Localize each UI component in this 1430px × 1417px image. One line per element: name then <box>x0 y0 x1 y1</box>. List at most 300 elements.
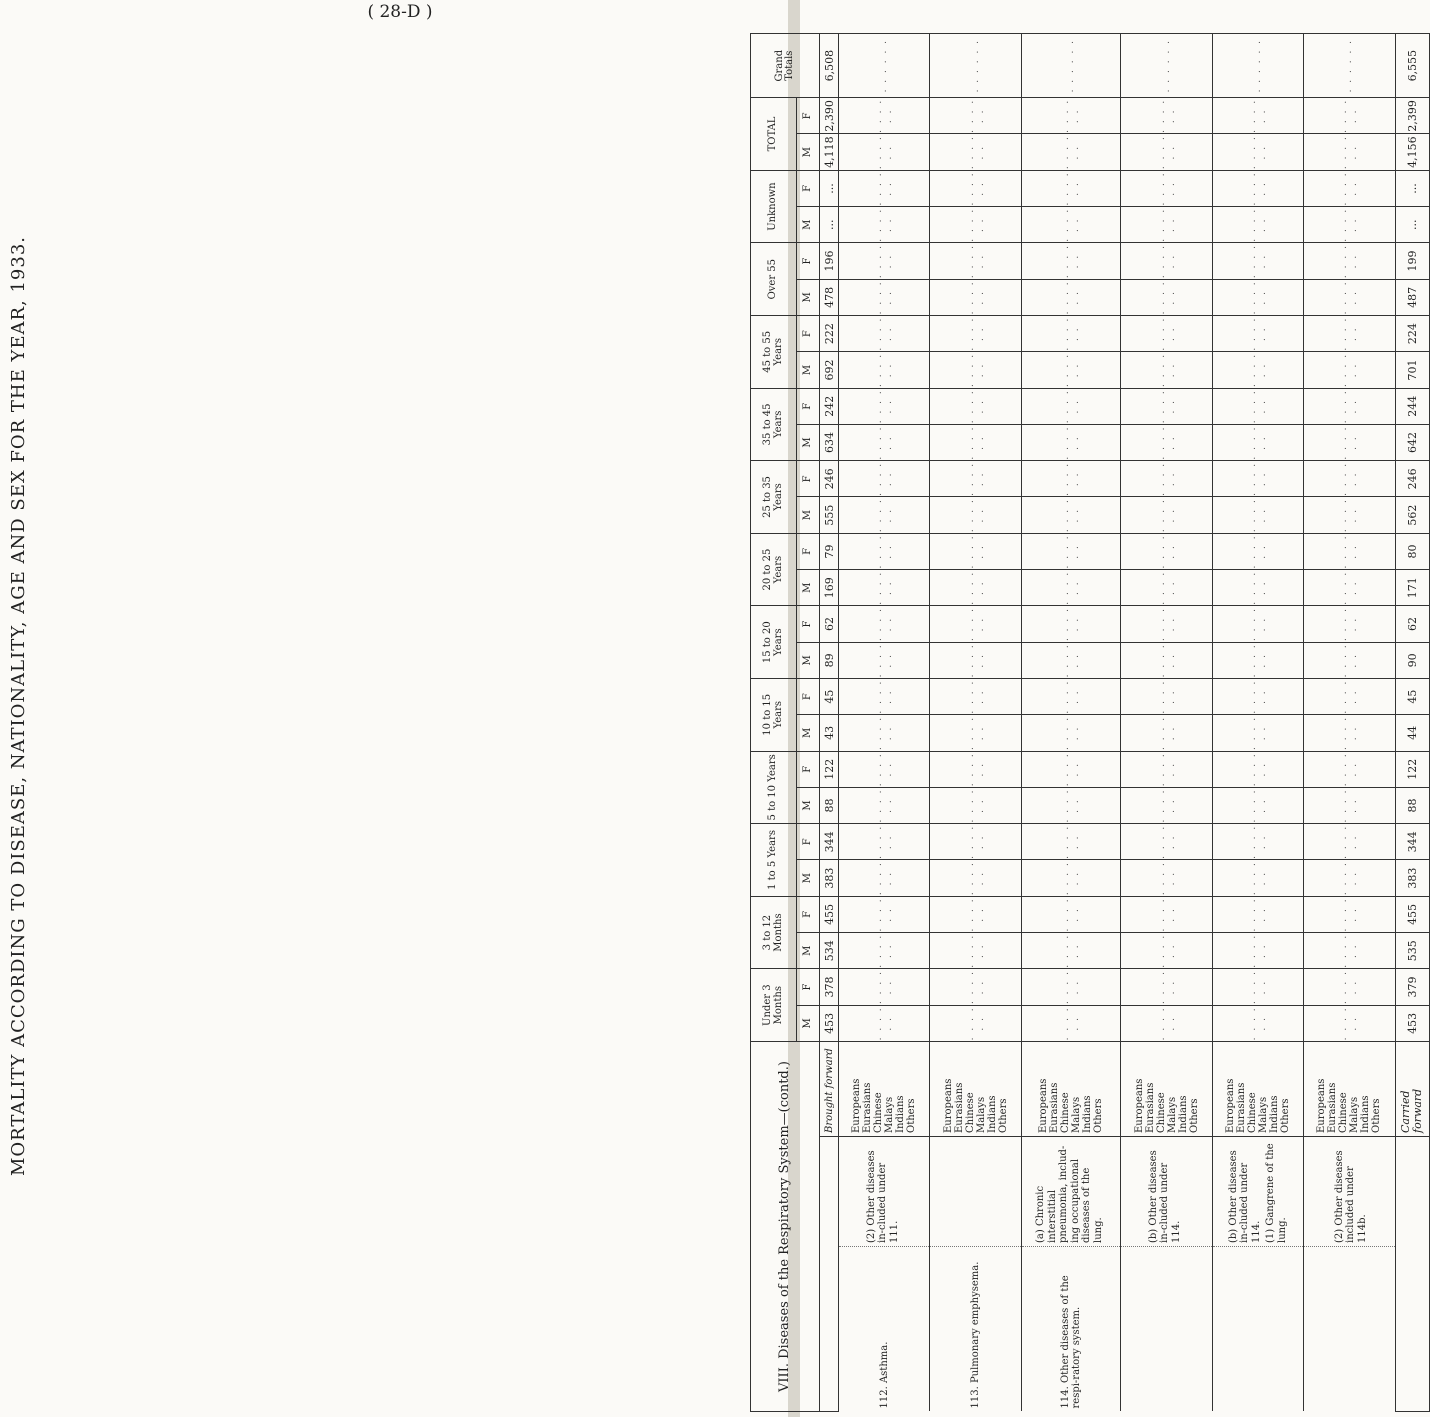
data-cell-empty: . . . . . . <box>1304 134 1395 170</box>
disease-label <box>1212 1247 1303 1412</box>
nationality-item: Malays <box>884 1096 896 1133</box>
nationality-item: Europeans <box>851 1078 863 1133</box>
brought-forward-value: 555 <box>820 497 839 533</box>
data-cell-empty: . . . . . . <box>1021 243 1121 279</box>
nationality-item: Indians <box>895 1095 907 1133</box>
age-header-11: Unknown <box>751 170 797 243</box>
data-cell-empty: . . . . . . <box>1021 860 1121 896</box>
data-cell-empty: . . . . . . <box>1021 207 1121 243</box>
female-subheader-3: F <box>797 751 820 787</box>
data-cell-empty: . . . . . . <box>1121 170 1212 206</box>
subcategory-secondary: (1) Gangrene of the lung. <box>1265 1143 1288 1243</box>
data-cell-empty: . . . . . . <box>839 352 930 388</box>
age-header-4: 10 to 15 Years <box>751 678 797 751</box>
data-cell-empty: . . . . . . <box>1121 352 1212 388</box>
female-subheader-5: F <box>797 606 820 642</box>
subcategory-label <box>1021 1137 1121 1247</box>
subcategory-primary: (2) Other diseases in-cluded under 111. <box>865 1150 900 1243</box>
data-cell-empty: . . . . . . <box>930 606 1021 642</box>
data-cell-empty: . . . . . . <box>1121 316 1212 352</box>
brought-forward-value: 43 <box>820 715 839 751</box>
data-cell-empty: . . . . . . <box>1121 642 1212 678</box>
nationality-item: Europeans <box>1133 1078 1145 1133</box>
brought-forward-label: Brought forward <box>820 1041 839 1136</box>
data-cell-empty: . . . . . . <box>1212 34 1303 98</box>
data-cell-empty: . . . . . . <box>839 424 930 460</box>
data-cell-empty: . . . . . . <box>930 533 1021 569</box>
subcategory-label <box>1212 1137 1303 1247</box>
data-cell-empty: . . . . . . <box>1304 243 1395 279</box>
data-cell-empty: . . . . . . <box>1212 606 1303 642</box>
disease-label: 113. Pulmonary emphysema. <box>930 1247 1021 1412</box>
data-cell-empty: . . . . . . <box>930 715 1021 751</box>
data-cell-empty: . . . . . . <box>1212 243 1303 279</box>
data-cell-empty: . . . . . . <box>1212 170 1303 206</box>
grand-totals-header: Grand Totals <box>751 34 820 98</box>
data-cell-empty: . . . . . . <box>1121 461 1212 497</box>
mortality-table <box>750 33 1430 1412</box>
carried-forward-value: 45 <box>1395 678 1429 714</box>
nationality-item: Eurasians <box>1327 1082 1339 1133</box>
data-cell-empty: . . . . . . <box>839 824 930 860</box>
data-cell-empty: . . . . . . <box>839 170 930 206</box>
nationality-item: Malays <box>1258 1096 1270 1133</box>
data-cell-empty: . . . . . . <box>1304 316 1395 352</box>
brought-forward-value: 79 <box>820 533 839 569</box>
brought-forward-value: 4,118 <box>820 134 839 170</box>
data-cell-empty: . . . . . . <box>1304 1005 1395 1041</box>
brought-forward-value: 6,508 <box>820 34 839 98</box>
data-cell-empty: . . . . . . <box>1121 424 1212 460</box>
male-subheader-1: M <box>797 933 820 969</box>
female-subheader-7: F <box>797 461 820 497</box>
data-cell-empty: . . . . . . <box>1021 34 1121 98</box>
subcategory-secondary: (2) Other diseases included under 114b. <box>1333 1150 1368 1243</box>
data-cell-empty: . . . . . . <box>930 969 1021 1005</box>
data-cell-empty: . . . . . . <box>839 570 930 606</box>
nationality-item: Europeans <box>1038 1078 1050 1133</box>
subcategory-label <box>839 1137 930 1247</box>
page-title: MORTALITY ACCORDING TO DISEASE, NATIONALITY, AGE AND SEX FOR THE YEAR, 1933. <box>8 235 29 1177</box>
data-cell-empty: . . . . . . <box>930 678 1021 714</box>
brought-forward-value: ... <box>820 170 839 206</box>
data-cell-empty: . . . . . . <box>1212 570 1303 606</box>
data-cell-empty: . . . . . . <box>930 824 1021 860</box>
data-cell-empty: . . . . . . <box>1304 933 1395 969</box>
data-cell-empty: . . . . . . <box>930 896 1021 932</box>
carried-forward-spacer <box>1395 1137 1429 1412</box>
brought-forward-value: 62 <box>820 606 839 642</box>
carried-forward-value: 6,555 <box>1395 34 1429 98</box>
brought-forward-value: 383 <box>820 860 839 896</box>
nationality-list <box>839 1041 930 1136</box>
disease-block-row <box>1304 34 1395 1412</box>
nationality-list <box>1304 1041 1395 1136</box>
data-cell-empty: . . . . . . <box>1304 279 1395 315</box>
brought-forward-value: 196 <box>820 243 839 279</box>
female-subheader-4: F <box>797 678 820 714</box>
data-cell-empty: . . . . . . <box>1021 933 1121 969</box>
nationality-item: Eurasians <box>862 1082 874 1133</box>
nationality-list <box>1121 1041 1212 1136</box>
data-cell-empty: . . . . . . <box>1121 279 1212 315</box>
disease-block-row <box>1021 34 1121 1412</box>
data-cell-empty: . . . . . . <box>1021 170 1121 206</box>
disease-label: 114. Other diseases of the respi-ratory system. <box>1021 1247 1121 1412</box>
data-cell-empty: . . . . . . <box>839 497 930 533</box>
data-cell-empty: . . . . . . <box>839 134 930 170</box>
nationality-item: Chinese <box>1338 1092 1350 1133</box>
brought-forward-value: 222 <box>820 316 839 352</box>
carried-forward-value: 224 <box>1395 316 1429 352</box>
nationality-item: Others <box>1188 1098 1200 1133</box>
data-cell-empty: . . . . . . <box>1121 933 1212 969</box>
brought-forward-value: 453 <box>820 1005 839 1041</box>
nationality-item: Indians <box>1360 1095 1372 1133</box>
data-cell-empty: . . . . . . <box>839 642 930 678</box>
disease-block-row <box>930 34 1021 1412</box>
data-cell-empty: . . . . . . <box>1021 824 1121 860</box>
data-cell-empty: . . . . . . <box>1212 715 1303 751</box>
carried-forward-value: 90 <box>1395 642 1429 678</box>
data-cell-empty: . . . . . . <box>930 751 1021 787</box>
brought-forward-value: 88 <box>820 787 839 823</box>
data-cell-empty: . . . . . . <box>1212 824 1303 860</box>
disease-block-row <box>839 34 930 1412</box>
brought-forward-value: 534 <box>820 933 839 969</box>
data-cell-empty: . . . . . . <box>1021 606 1121 642</box>
data-cell-empty: . . . . . . <box>1212 642 1303 678</box>
data-cell-empty: . . . . . . <box>1304 388 1395 424</box>
disease-label <box>1304 1247 1395 1412</box>
data-cell-empty: . . . . . . <box>930 316 1021 352</box>
nationality-item: Others <box>1093 1098 1105 1133</box>
data-cell-empty: . . . . . . <box>839 787 930 823</box>
data-cell-empty: . . . . . . <box>930 860 1021 896</box>
data-cell-empty: . . . . . . <box>839 751 930 787</box>
data-cell-empty: . . . . . . <box>1121 678 1212 714</box>
data-cell-empty: . . . . . . <box>839 243 930 279</box>
nationality-item: Others <box>1371 1098 1383 1133</box>
age-header-0: Under 3 Months <box>751 969 797 1042</box>
subcategory-primary: (b) Other diseases in-cluded under 114. <box>1147 1150 1182 1243</box>
carried-forward-value: 80 <box>1395 533 1429 569</box>
data-cell-empty: . . . . . . <box>1121 34 1212 98</box>
data-cell-empty: . . . . . . <box>930 497 1021 533</box>
data-cell-empty: . . . . . . <box>1304 678 1395 714</box>
subcategory-primary: (a) Chronic interstitial pneumonia, includ-ing occupational diseases of the lung. <box>1035 1145 1104 1243</box>
male-subheader-4: M <box>797 715 820 751</box>
female-subheader-6: F <box>797 533 820 569</box>
data-cell-empty: . . . . . . <box>1212 533 1303 569</box>
brought-forward-value: 344 <box>820 824 839 860</box>
carried-forward-value: 453 <box>1395 1005 1429 1041</box>
female-subheader-12: F <box>797 98 820 134</box>
age-header-10: Over 55 <box>751 243 797 316</box>
nationality-item: Indians <box>1269 1095 1281 1133</box>
data-cell-empty: . . . . . . <box>1212 751 1303 787</box>
data-cell-empty: . . . . . . <box>1304 860 1395 896</box>
nationality-item: Indians <box>1177 1095 1189 1133</box>
data-cell-empty: . . . . . . <box>930 461 1021 497</box>
data-cell-empty: . . . . . . <box>1304 824 1395 860</box>
data-cell-empty: . . . . . . <box>1212 933 1303 969</box>
subcategory-primary: (b) Other diseases in-cluded under 114. <box>1227 1150 1262 1243</box>
data-cell-empty: . . . . . . <box>1121 98 1212 134</box>
age-header-9: 45 to 55 Years <box>751 316 797 389</box>
data-cell-empty: . . . . . . <box>1212 316 1303 352</box>
age-header-1: 3 to 12 Months <box>751 896 797 969</box>
data-cell-empty: . . . . . . <box>930 642 1021 678</box>
disease-label: 112. Asthma. <box>839 1247 930 1412</box>
age-header-6: 20 to 25 Years <box>751 533 797 606</box>
nationality-item: Malays <box>1349 1096 1361 1133</box>
data-cell-empty: . . . . . . <box>1304 207 1395 243</box>
data-cell-empty: . . . . . . <box>839 933 930 969</box>
data-cell-empty: . . . . . . <box>1304 98 1395 134</box>
data-cell-empty: . . . . . . <box>839 316 930 352</box>
subcategory-label <box>1121 1137 1212 1247</box>
age-header-2: 1 to 5 Years <box>751 824 797 897</box>
data-cell-empty: . . . . . . <box>1304 642 1395 678</box>
brought-forward-value: 122 <box>820 751 839 787</box>
data-cell-empty: . . . . . . <box>1121 606 1212 642</box>
data-cell-empty: . . . . . . <box>1021 279 1121 315</box>
carried-forward-label: Carried forward <box>1395 1041 1429 1136</box>
carried-forward-value: 2,399 <box>1395 98 1429 134</box>
data-cell-empty: . . . . . . <box>839 279 930 315</box>
nationality-list <box>1212 1041 1303 1136</box>
data-cell-empty: . . . . . . <box>839 896 930 932</box>
data-cell-empty: . . . . . . <box>930 352 1021 388</box>
brought-forward-spacer <box>820 1137 839 1412</box>
carried-forward-value: 455 <box>1395 896 1429 932</box>
age-header-7: 25 to 35 Years <box>751 461 797 534</box>
male-subheader-12: M <box>797 134 820 170</box>
nationality-item: Europeans <box>1316 1078 1328 1133</box>
data-cell-empty: . . . . . . <box>1021 642 1121 678</box>
nationality-item: Indians <box>986 1095 998 1133</box>
data-cell-empty: . . . . . . <box>839 860 930 896</box>
data-cell-empty: . . . . . . <box>839 1005 930 1041</box>
female-subheader-10: F <box>797 243 820 279</box>
data-cell-empty: . . . . . . <box>1304 751 1395 787</box>
carried-forward-value: 562 <box>1395 497 1429 533</box>
male-subheader-7: M <box>797 497 820 533</box>
data-cell-empty: . . . . . . <box>1021 352 1121 388</box>
data-cell-empty: . . . . . . <box>1212 497 1303 533</box>
data-cell-empty: . . . . . . <box>839 98 930 134</box>
brought-forward-value: 2,390 <box>820 98 839 134</box>
data-cell-empty: . . . . . . <box>1021 678 1121 714</box>
nationality-item: Eurasians <box>953 1082 965 1133</box>
brought-forward-value: 478 <box>820 279 839 315</box>
nationality-item: Chinese <box>873 1092 885 1133</box>
data-cell-empty: . . . . . . <box>1304 497 1395 533</box>
data-cell-empty: . . . . . . <box>930 98 1021 134</box>
nationality-item: Chinese <box>1060 1092 1072 1133</box>
data-cell-empty: . . . . . . <box>1212 461 1303 497</box>
brought-forward-value: 378 <box>820 969 839 1005</box>
data-cell-empty: . . . . . . <box>1121 207 1212 243</box>
section-title: VIII. Diseases of the Respiratory System—(contd.) <box>751 1041 820 1411</box>
page-number: ( 28-D ) <box>367 2 433 22</box>
data-cell-empty: . . . . . . <box>1121 860 1212 896</box>
carried-forward-value: 487 <box>1395 279 1429 315</box>
data-cell-empty: . . . . . . <box>1304 715 1395 751</box>
data-cell-empty: . . . . . . <box>1212 134 1303 170</box>
carried-forward-row <box>1395 34 1429 1412</box>
subcategory-label <box>1304 1137 1395 1247</box>
brought-forward-value: ... <box>820 207 839 243</box>
nationality-list <box>930 1041 1021 1136</box>
age-header-5: 15 to 20 Years <box>751 606 797 679</box>
nationality-item: Chinese <box>1155 1092 1167 1133</box>
male-subheader-11: M <box>797 207 820 243</box>
female-subheader-8: F <box>797 388 820 424</box>
data-cell-empty: . . . . . . <box>1304 424 1395 460</box>
carried-forward-value: ... <box>1395 170 1429 206</box>
data-cell-empty: . . . . . . <box>1304 570 1395 606</box>
data-cell-empty: . . . . . . <box>1304 533 1395 569</box>
carried-forward-value: 88 <box>1395 787 1429 823</box>
data-cell-empty: . . . . . . <box>1304 606 1395 642</box>
data-cell-empty: . . . . . . <box>1021 533 1121 569</box>
nationality-item: Eurasians <box>1144 1082 1156 1133</box>
male-subheader-2: M <box>797 860 820 896</box>
brought-forward-value: 455 <box>820 896 839 932</box>
data-cell-empty: . . . . . . <box>930 424 1021 460</box>
female-subheader-2: F <box>797 824 820 860</box>
data-cell-empty: . . . . . . <box>839 533 930 569</box>
data-cell-empty: . . . . . . <box>930 787 1021 823</box>
data-cell-empty: . . . . . . <box>839 461 930 497</box>
carried-forward-value: ... <box>1395 207 1429 243</box>
carried-forward-value: 62 <box>1395 606 1429 642</box>
carried-forward-value: 171 <box>1395 570 1429 606</box>
age-header-8: 35 to 45 Years <box>751 388 797 461</box>
male-subheader-9: M <box>797 352 820 388</box>
data-cell-empty: . . . . . . <box>1212 860 1303 896</box>
data-cell-empty: . . . . . . <box>839 34 930 98</box>
data-cell-empty: . . . . . . <box>1121 388 1212 424</box>
brought-forward-value: 89 <box>820 642 839 678</box>
data-cell-empty: . . . . . . <box>1304 461 1395 497</box>
carried-forward-value: 246 <box>1395 461 1429 497</box>
brought-forward-value: 246 <box>820 461 839 497</box>
male-subheader-8: M <box>797 424 820 460</box>
data-cell-empty: . . . . . . <box>930 570 1021 606</box>
data-cell-empty: . . . . . . <box>839 715 930 751</box>
female-subheader-1: F <box>797 896 820 932</box>
subcategory-label <box>930 1137 1021 1247</box>
data-cell-empty: . . . . . . <box>930 134 1021 170</box>
carried-forward-value: 383 <box>1395 860 1429 896</box>
data-cell-empty: . . . . . . <box>930 1005 1021 1041</box>
data-cell-empty: . . . . . . <box>1304 787 1395 823</box>
data-cell-empty: . . . . . . <box>1021 751 1121 787</box>
data-cell-empty: . . . . . . <box>1021 969 1121 1005</box>
data-cell-empty: . . . . . . <box>1212 1005 1303 1041</box>
data-cell-empty: . . . . . . <box>1021 424 1121 460</box>
data-cell-empty: . . . . . . <box>1212 678 1303 714</box>
carried-forward-value: 4,156 <box>1395 134 1429 170</box>
data-cell-empty: . . . . . . <box>1212 388 1303 424</box>
data-cell-empty: . . . . . . <box>930 207 1021 243</box>
data-cell-empty: . . . . . . <box>1121 533 1212 569</box>
disease-label <box>1121 1247 1212 1412</box>
nationality-item: Europeans <box>942 1078 954 1133</box>
data-cell-empty: . . . . . . <box>1021 316 1121 352</box>
data-cell-empty: . . . . . . <box>1304 170 1395 206</box>
data-cell-empty: . . . . . . <box>930 388 1021 424</box>
male-subheader-5: M <box>797 642 820 678</box>
data-cell-empty: . . . . . . <box>1021 1005 1121 1041</box>
nationality-item: Others <box>906 1098 918 1133</box>
data-cell-empty: . . . . . . <box>1121 715 1212 751</box>
data-cell-empty: . . . . . . <box>1121 243 1212 279</box>
female-subheader-0: F <box>797 969 820 1005</box>
data-cell-empty: . . . . . . <box>930 279 1021 315</box>
data-cell-empty: . . . . . . <box>930 933 1021 969</box>
male-subheader-3: M <box>797 787 820 823</box>
data-cell-empty: . . . . . . <box>1021 570 1121 606</box>
data-cell-empty: . . . . . . <box>839 606 930 642</box>
nationality-item: Others <box>997 1098 1009 1133</box>
data-cell-empty: . . . . . . <box>1121 751 1212 787</box>
data-cell-empty: . . . . . . <box>1212 787 1303 823</box>
data-cell-empty: . . . . . . <box>1304 896 1395 932</box>
male-subheader-0: M <box>797 1005 820 1041</box>
age-header-12: TOTAL <box>751 98 797 171</box>
data-cell-empty: . . . . . . <box>1021 388 1121 424</box>
nationality-item: Others <box>1280 1098 1292 1133</box>
data-cell-empty: . . . . . . <box>1304 352 1395 388</box>
carried-forward-value: 199 <box>1395 243 1429 279</box>
data-cell-empty: . . . . . . <box>1121 570 1212 606</box>
data-cell-empty: . . . . . . <box>1021 497 1121 533</box>
data-cell-empty: . . . . . . <box>1021 98 1121 134</box>
data-cell-empty: . . . . . . <box>839 388 930 424</box>
data-cell-empty: . . . . . . <box>1121 896 1212 932</box>
male-subheader-6: M <box>797 570 820 606</box>
data-cell-empty: . . . . . . <box>1304 969 1395 1005</box>
carried-forward-value: 44 <box>1395 715 1429 751</box>
male-subheader-10: M <box>797 279 820 315</box>
brought-forward-value: 45 <box>820 678 839 714</box>
brought-forward-value: 692 <box>820 352 839 388</box>
data-cell-empty: . . . . . . <box>930 34 1021 98</box>
carried-forward-value: 379 <box>1395 969 1429 1005</box>
disease-block-row <box>1212 34 1303 1412</box>
nationality-item: Malays <box>975 1096 987 1133</box>
data-cell-empty: . . . . . . <box>1021 896 1121 932</box>
nationality-item: Chinese <box>964 1092 976 1133</box>
data-cell-empty: . . . . . . <box>1021 787 1121 823</box>
data-cell-empty: . . . . . . <box>1212 352 1303 388</box>
data-cell-empty: . . . . . . <box>1121 824 1212 860</box>
age-header-3: 5 to 10 Years <box>751 751 797 824</box>
data-cell-empty: . . . . . . <box>1121 1005 1212 1041</box>
brought-forward-value: 169 <box>820 570 839 606</box>
data-cell-empty: . . . . . . <box>1212 207 1303 243</box>
disease-block-row <box>1121 34 1212 1412</box>
data-cell-empty: . . . . . . <box>1212 424 1303 460</box>
nationality-item: Europeans <box>1225 1078 1237 1133</box>
data-cell-empty: . . . . . . <box>1021 134 1121 170</box>
data-cell-empty: . . . . . . <box>839 969 930 1005</box>
data-cell-empty: . . . . . . <box>1021 715 1121 751</box>
